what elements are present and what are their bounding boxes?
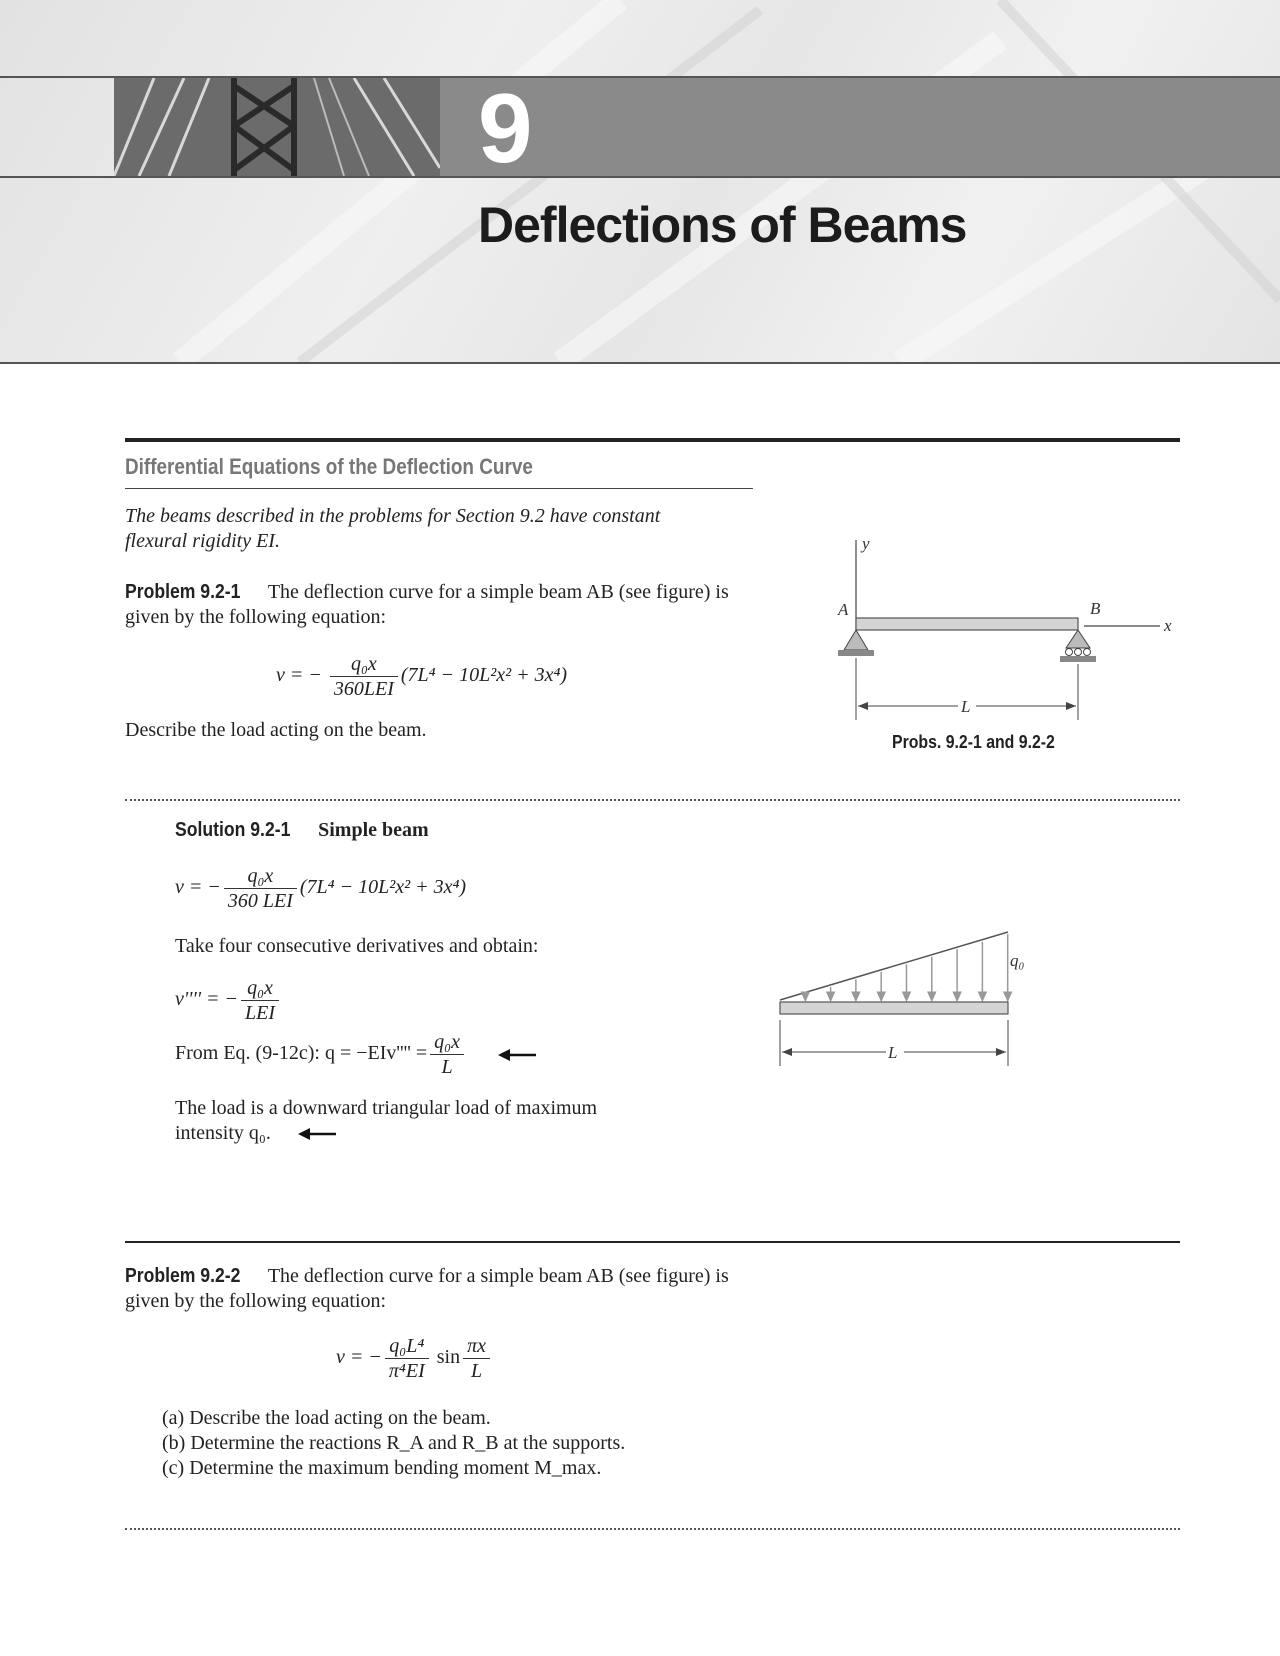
problem-1-question: Describe the load acting on the beam. — [125, 719, 427, 741]
dotted-separator-2 — [125, 1528, 1180, 1530]
load-line — [780, 932, 1008, 1000]
rollers — [1066, 649, 1091, 656]
eq2-fraction — [241, 976, 279, 1025]
load-arrow-head — [827, 992, 835, 1001]
solution-1-subtitle: Simple beam — [318, 819, 429, 841]
load-arrow-head — [978, 992, 986, 1001]
solution-1-conclusion — [175, 1096, 645, 1146]
problem-2-text: The deflection curve for a simple beam AB (see figure) is given by the following equation: — [125, 1265, 729, 1312]
problem-2-equation — [336, 1334, 493, 1383]
problem-1-statement — [125, 580, 745, 630]
bridge-photo — [114, 78, 440, 176]
dim2-arrow-right — [996, 1048, 1006, 1056]
problem-1-label: Problem 9.2-1 — [125, 581, 241, 603]
eq1-numerator: q₀x — [224, 864, 297, 889]
problem-1-text: The deflection curve for a simple beam AB (see figure) is given by the following equation: — [125, 581, 729, 628]
section-intro: The beams described in the problems for Section 9.2 have constant flexural rigidity EI. — [125, 505, 661, 552]
p2-eq-fraction — [385, 1334, 429, 1383]
p2-eq-denominator2: L — [470, 1360, 483, 1382]
p2-eq-lhs: v = − — [336, 1346, 382, 1369]
eq-fraction — [330, 652, 398, 701]
pin-support — [844, 630, 868, 650]
load-arrow-head — [801, 992, 809, 1001]
eq1-fraction — [224, 864, 297, 913]
load-arrows — [801, 934, 1011, 1001]
dim-arrow-left — [858, 702, 868, 710]
eq3-lhs: From Eq. (9-12c): q = −EIv'''' = — [175, 1042, 428, 1065]
chapter-band — [440, 78, 1280, 176]
part-b: (b) Determine the reactions R_A and R_B at the supports. — [162, 1432, 626, 1454]
chapter-header — [0, 0, 1280, 364]
p2-eq-numerator2: πx — [463, 1334, 490, 1359]
solution-1-label: Solution 9.2-1 — [175, 819, 291, 841]
chapter-title: Deflections of Beams — [478, 197, 967, 253]
p2-eq-denominator: π⁴EI — [388, 1360, 425, 1382]
triangular-load-figure — [770, 920, 1050, 1070]
conclusion-arrow-icon — [298, 1127, 338, 1141]
eq1-denominator: 360 LEI — [227, 890, 293, 912]
p2-eq-sin: sin — [436, 1346, 461, 1369]
solution-1-eq1 — [175, 864, 466, 913]
conclusion-text: The load is a downward triangular load of maximum intensity q₀. — [175, 1097, 598, 1144]
problem-2-top-rule — [125, 1241, 1180, 1243]
dim2-arrow-left — [782, 1048, 792, 1056]
solution-1-eq2 — [175, 976, 282, 1025]
problem-2-parts — [162, 1406, 625, 1481]
dim-label: L — [961, 697, 971, 716]
problem-1-equation — [276, 652, 567, 701]
eq-rest: (7L⁴ − 10L²x² + 3x⁴) — [400, 664, 568, 687]
load-arrow-head — [903, 992, 911, 1001]
load-arrow-head — [852, 992, 860, 1001]
eq1-rest: (7L⁴ − 10L²x² + 3x⁴) — [299, 876, 467, 899]
eq3-denominator: L — [441, 1056, 453, 1078]
load-arrow-head — [877, 992, 885, 1001]
loaded-beam — [780, 1002, 1008, 1014]
p2-eq-numerator: q₀L⁴ — [385, 1334, 429, 1359]
load-arrow-head — [953, 992, 961, 1001]
y-label: y — [862, 534, 870, 553]
chapter-number: 9 — [478, 73, 533, 183]
section-underline — [125, 488, 753, 489]
label-b: B — [1090, 599, 1101, 618]
section-top-rule — [125, 438, 1180, 442]
q0-label: q₀ — [1010, 951, 1025, 970]
part-a: (a) Describe the load acting on the beam. — [162, 1407, 491, 1429]
roller-support — [1066, 630, 1090, 648]
solution-1-eq3 — [175, 1030, 538, 1079]
result-arrow-icon — [498, 1048, 538, 1062]
section-title: Differential Equations of the Deflection Curve — [125, 454, 533, 479]
eq2-numerator: q₀x — [241, 976, 279, 1001]
label-a: A — [838, 600, 849, 619]
eq2-lhs: v'''' = − — [175, 988, 238, 1011]
eq3-fraction — [430, 1030, 464, 1079]
simple-beam-figure — [830, 530, 1180, 760]
figure-caption: Probs. 9.2-1 and 9.2-2 — [892, 732, 1055, 752]
dotted-separator-1 — [125, 799, 1180, 801]
band-bottom-line — [0, 176, 1280, 178]
eq-denominator: 360LEI — [333, 678, 394, 700]
p2-eq-fraction2 — [463, 1334, 490, 1383]
problem-2-statement — [125, 1264, 745, 1314]
eq3-numerator: q₀x — [430, 1030, 464, 1055]
beam — [856, 618, 1078, 630]
load-arrow-head — [928, 992, 936, 1001]
roller-ground — [1060, 656, 1096, 662]
x-label: x — [1164, 616, 1172, 635]
eq-numerator: q₀x — [330, 652, 398, 677]
background-texture — [0, 0, 1280, 362]
solution-1-step: Take four consecutive derivatives and obtain: — [175, 935, 539, 957]
eq1-lhs: v = − — [175, 876, 221, 899]
eq-lhs: v = − — [276, 664, 322, 687]
pin-ground — [838, 650, 874, 656]
solution-1-heading — [175, 818, 429, 843]
dim2-label: L — [888, 1043, 898, 1062]
dim-arrow-right — [1066, 702, 1076, 710]
problem-2-label: Problem 9.2-2 — [125, 1265, 241, 1287]
load-arrow-head — [1004, 992, 1012, 1001]
eq2-denominator: LEI — [244, 1002, 275, 1024]
part-c: (c) Determine the maximum bending moment M_max. — [162, 1457, 602, 1479]
